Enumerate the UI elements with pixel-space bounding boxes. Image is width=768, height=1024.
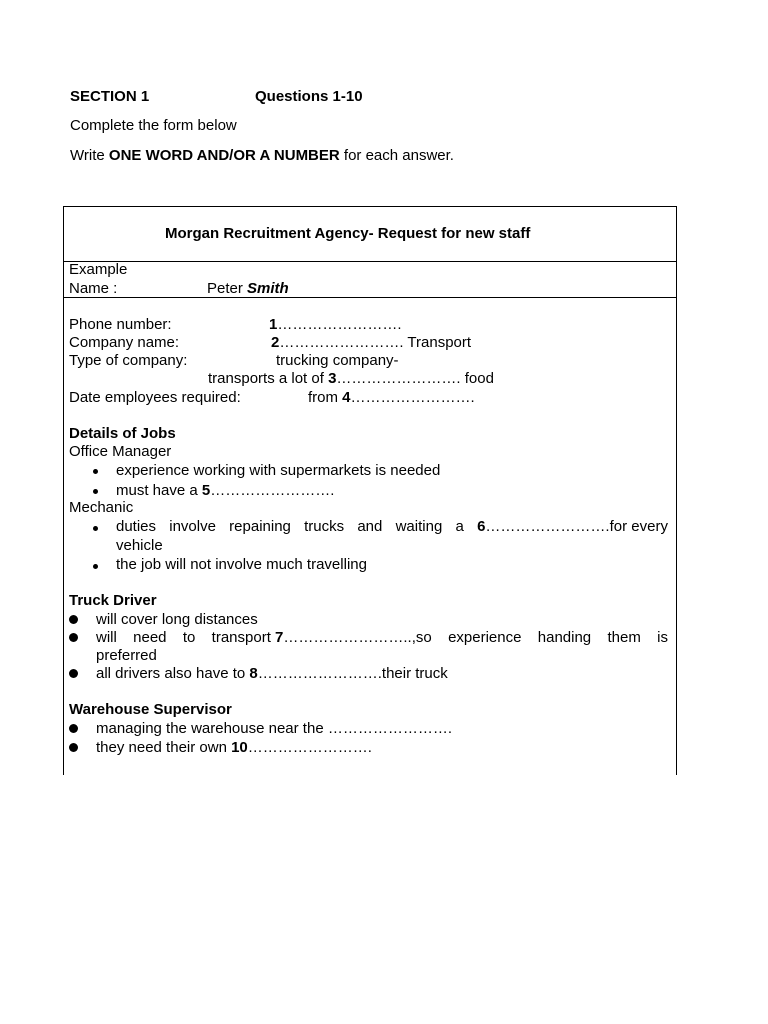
details-heading: Details of Jobs [69, 425, 176, 442]
q3-rest: ……………………. food [336, 370, 494, 387]
type-value: trucking company- [276, 352, 399, 369]
q6-word: repaining [229, 518, 291, 535]
bullet-icon [69, 669, 78, 678]
bullet-icon [93, 489, 98, 494]
q7-number: 7 [275, 629, 284, 646]
q8-rest: …………………….their truck [257, 665, 448, 682]
q10-answer [96, 739, 372, 757]
q7-word: need [133, 629, 167, 646]
q7-word: will [96, 629, 117, 646]
q6-rest: …………………….for every [485, 518, 668, 535]
truck-driver-bullet-1: will cover long distances [96, 611, 258, 628]
q6-answer [116, 518, 668, 536]
example-label: Example [69, 261, 128, 278]
q7-rest-word: is [657, 629, 668, 646]
q8-answer [96, 665, 448, 683]
title-divider [63, 261, 676, 262]
questions-label: Questions 1-10 [255, 88, 363, 105]
name-first: Peter [207, 280, 248, 297]
q1-dots: ……………………. [277, 316, 402, 333]
name-value [207, 280, 289, 298]
q5-prefix: must have a [116, 482, 202, 499]
write-bold: ONE WORD AND/OR A NUMBER [108, 147, 340, 164]
warehouse-supervisor-title: Warehouse Supervisor [69, 701, 232, 718]
office-manager-title: Office Manager [69, 443, 172, 460]
q10-number: 10 [231, 739, 248, 756]
q7-word: to [182, 629, 196, 646]
bullet-icon [93, 564, 98, 569]
q10-prefix: they need their own [96, 739, 232, 756]
write-suffix: for each answer. [339, 147, 454, 164]
q9-answer: managing the warehouse near the ……………………. [96, 720, 452, 737]
write-instruction [70, 147, 454, 165]
q2-answer [271, 334, 471, 352]
q7-answer [96, 629, 668, 647]
q4-answer [308, 389, 475, 407]
q6-word: a [455, 518, 464, 535]
name-label: Name : [69, 280, 118, 297]
write-prefix: Write [70, 147, 109, 164]
q7-word: transport [211, 629, 271, 646]
office-manager-bullet-1: experience working with supermarkets is needed [116, 462, 441, 479]
q2-rest: ……………………. Transport [279, 334, 472, 351]
q8-prefix: all drivers also have to [96, 665, 250, 682]
q4-dots: ……………………. [350, 389, 475, 406]
bullet-icon [69, 724, 78, 733]
bullet-icon [69, 633, 78, 642]
section-label: SECTION 1 [70, 88, 150, 105]
form-title: Morgan Recruitment Agency- Request for new staff [165, 225, 531, 242]
from-prefix: from [308, 389, 343, 406]
date-label: Date employees required: [69, 389, 241, 406]
q4-number: 4 [342, 389, 351, 406]
q8-number: 8 [249, 665, 258, 682]
company-label: Company name: [69, 334, 180, 351]
bullet-icon [69, 615, 78, 624]
q6-word: trucks [304, 518, 345, 535]
bullet-icon [93, 526, 98, 531]
q7-rest-word: handing [537, 629, 592, 646]
q5-number: 5 [201, 482, 211, 499]
q7-continuation: preferred [96, 647, 157, 664]
name-last: Smith [247, 280, 289, 297]
type-label: Type of company: [69, 352, 188, 369]
q6-word: and [357, 518, 383, 535]
bullet-icon [93, 469, 98, 474]
q3-number: 3 [328, 370, 337, 387]
q5-dots: ……………………. [210, 482, 335, 499]
q7-rest-word: them [607, 629, 641, 646]
q6-number: 6 [477, 518, 486, 535]
q2-number: 2 [271, 334, 280, 351]
q7-rest-word: experience [448, 629, 522, 646]
q1-answer [269, 316, 402, 334]
q1-number: 1 [269, 316, 278, 333]
q3-answer [208, 370, 494, 388]
transports-prefix: transports a lot of [208, 370, 329, 387]
q6-word: duties [116, 518, 157, 535]
q6-word: waiting [395, 518, 443, 535]
truck-driver-title: Truck Driver [69, 592, 157, 609]
example-divider [63, 297, 676, 298]
bullet-icon [69, 743, 78, 752]
phone-label: Phone number: [69, 316, 172, 333]
q5-answer [116, 482, 334, 500]
mechanic-title: Mechanic [69, 499, 134, 516]
q7-blank [212, 629, 432, 647]
q6-blank [477, 518, 668, 536]
q7-rest-word: ……………………..,so [283, 629, 432, 646]
q10-dots: ……………………. [247, 739, 372, 756]
instruction-text: Complete the form below [70, 117, 237, 134]
q6-continuation: vehicle [116, 537, 163, 554]
q6-word: involve [169, 518, 216, 535]
mechanic-bullet-2: the job will not involve much travelling [116, 556, 367, 573]
